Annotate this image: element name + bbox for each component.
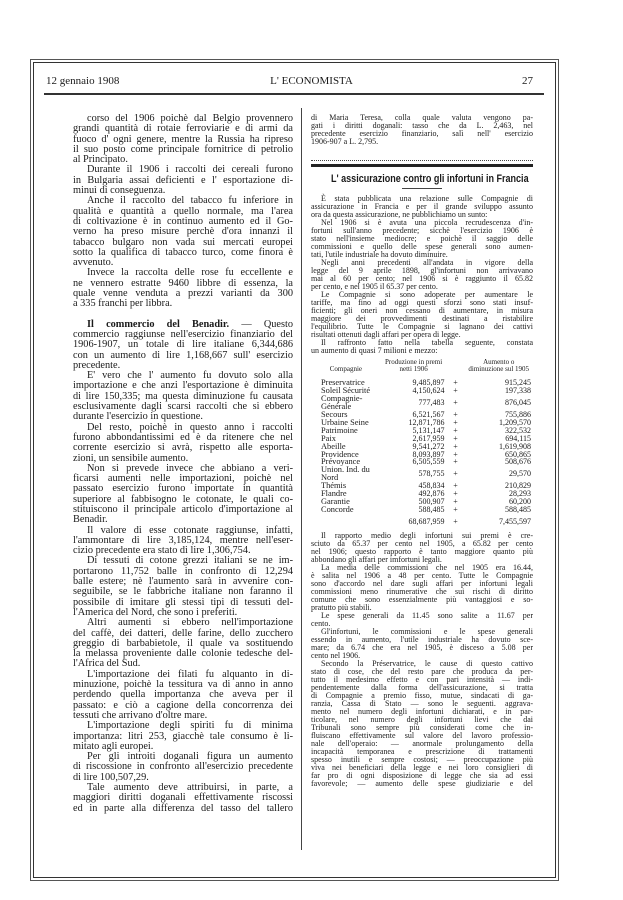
text-line: portarono 11,752 balle in confronto di 12,294 — [73, 565, 293, 577]
production-value: 2,617,959 — [412, 433, 445, 443]
right-column — [311, 114, 533, 788]
text-line: minuzione, poichè la tessitura va di anno in anno — [73, 679, 293, 691]
production-value: 12,871,786 — [408, 417, 445, 427]
text-line: Secondo la Préservatrice, le cause di questo cattivo — [321, 658, 533, 668]
text-line: cento nel 1906. — [311, 650, 361, 660]
text-line: Le spese generali da 11.45 sono salite a 11.67 per — [321, 610, 533, 620]
total-change: 7,455,597 — [499, 516, 531, 526]
text-line: precedente esercizio finanziario, salì nell' esercizio — [311, 129, 533, 138]
sign: + — [453, 449, 458, 459]
sign: + — [453, 441, 458, 451]
text-line: in Bulgaria assai deficienti e l' esportazione di- — [73, 174, 293, 186]
text-line: Il valore di esse cotonate raggiunse, infatti, — [87, 524, 293, 536]
text-line: tessuti che arrivano d'oltre mare. — [73, 709, 208, 721]
paragraph — [311, 564, 533, 612]
change-value: 1,209,570 — [499, 417, 531, 427]
text-line: Durante il 1906 i raccolti dei cereali furono — [87, 164, 293, 176]
change-value: 28,293 — [509, 489, 531, 499]
text-line: corso del 1906 poichè dal Belgio provennero — [87, 113, 293, 124]
text-line: corrente esercizio si avrà, rispetto alle esporta- — [73, 442, 293, 454]
text-line: mare; da 6.74 che era nel 1905, è disceso a 5.08 per — [311, 642, 533, 652]
text-line: qualità e quantità a quello normale, ma l'area — [73, 205, 293, 217]
text-line: di coltivazione è in continuo aumento ed il Go- — [73, 215, 293, 227]
text-line: tabacco bulgaro non vada sui mercati europei — [73, 236, 293, 248]
text-line: zioni, un sensibile aumento. — [73, 452, 189, 464]
company-name: Providence — [321, 449, 359, 459]
text-line: l'Africa del Sud. — [73, 658, 141, 670]
production-value: 9,541,272 — [412, 441, 445, 451]
text-line: far pro di ogni disposizione di legge che sia ad essi — [311, 770, 533, 780]
sign: + — [453, 378, 458, 388]
change-value: 755,886 — [505, 410, 531, 420]
text-line: essendo in aumento, l'utile industriale ha dovuto sce- — [311, 634, 533, 644]
text-line: ficienti; gli oneri non cessano di aumentare, in misura — [311, 305, 533, 315]
sign: + — [453, 425, 458, 435]
text-line: Anche il raccolto del tabacco fu inferiore in — [87, 195, 293, 207]
text-line: maggiori diritti doganali effettivamente riscossi — [73, 792, 293, 804]
text-line: cizio precedente era stato di lire 1,306,754. — [73, 545, 251, 557]
sign: + — [453, 469, 458, 479]
change-value: 60,200 — [509, 497, 531, 506]
text-line: Tribunali sono sempre più considerati come che in- — [311, 722, 533, 732]
paragraph — [73, 526, 293, 557]
production-value: 458,834 — [418, 481, 445, 491]
page-number: 27 — [522, 75, 533, 87]
right-top-text — [311, 114, 533, 146]
article-separator — [311, 160, 533, 167]
text-line: Invece la raccolta delle rose fu eccellente e — [87, 267, 293, 279]
text-line: comune che sono essenzialmente più vantaggiosi e so- — [311, 594, 533, 604]
paragraph — [73, 464, 293, 526]
sign: + — [453, 481, 458, 491]
text-line: furono abbondantissimi ed è da ritenere che nel — [73, 431, 293, 443]
paragraph — [73, 423, 293, 464]
text-line: minuì di conseguenza. — [73, 185, 166, 197]
insurance-table — [311, 359, 533, 526]
text-line: viva nei beneficiari della legge e nei loro consiglieri di — [311, 762, 533, 772]
text-line: Negli anni precedenti all'andata in vigore della — [321, 257, 533, 267]
text-line: ne vennero estratte 9460 libbre di essenza, la — [73, 277, 293, 289]
text-line: l'equilibrio. Tutte le Compagnie si lagnano dei cattivi — [311, 321, 533, 331]
text-line: commercio raggiunse nell'esercizio finanziario del — [73, 328, 293, 340]
company-name: Preservatrice — [321, 378, 365, 388]
header-rule — [44, 93, 544, 95]
paragraph — [73, 320, 293, 371]
change-value: 197,338 — [505, 386, 531, 396]
company-name: Union. Ind. du Nord — [321, 465, 370, 483]
text-line: di lire 150,335; ma questa diminuzione fu causata — [73, 390, 293, 402]
text-line: sono d'accordo nel dare sugli affari per infortuni legali — [311, 578, 533, 588]
text-line: ticolare, nel numero degli infortuni lievi che dai — [311, 714, 533, 724]
paragraph — [73, 670, 293, 721]
text-line: 1906-907 a L. 2,795. — [311, 137, 379, 146]
journal-title: L' ECONOMISTA — [270, 75, 353, 87]
text-line: di lire 100,507,29. — [73, 771, 149, 783]
change-value: 915,245 — [505, 378, 531, 388]
company-name: Secours — [321, 410, 348, 420]
article-title: L' assicurazione contro gli infortuni in Francia — [330, 173, 529, 185]
text-line: 1906-1907, un totale di lire italiane 6,344,686 — [73, 339, 293, 351]
text-line: spesso inutili e sempre costosi; — preoccupazione più — [311, 754, 533, 764]
text-line: Altri aumenti si ebbero nell'importazione — [87, 617, 293, 629]
production-value: 5,131,147 — [412, 425, 445, 435]
col-header-change: Aumento o diminuzione sul 1905 — [468, 357, 530, 373]
text-line: greggio di barbabietole, il quale va sostituendo — [73, 637, 293, 649]
change-value: 508,676 — [505, 457, 531, 467]
text-line: l'America del Nord, che sono i preferiti. — [73, 606, 238, 618]
text-line: abbondano gli affari per imfortuni legali. — [311, 554, 442, 564]
text-line: Di tessuti di cotone grezzi italiani se ne im- — [87, 555, 293, 567]
text-line: Tale aumento deve attribuirsi, in parte, a — [87, 782, 293, 793]
table-row — [311, 506, 533, 514]
paragraph — [73, 618, 293, 669]
text-line: pratutto più stabili. — [311, 602, 372, 612]
paragraph — [311, 195, 533, 219]
sign: + — [453, 433, 458, 443]
text-line: cento. — [311, 618, 331, 628]
paragraph — [73, 721, 293, 752]
text-line: verno ha preso misure perchè d'ora innanzi il — [73, 226, 293, 238]
text-line: nale dell'operaio: — anormale prolungamento della — [311, 738, 533, 748]
text-line: Il raffronto fatto nella tabella seguente, constata — [321, 337, 533, 347]
text-line: fuoco d' ogni genere, mentre la Russia ha ripreso — [73, 133, 293, 145]
text-line: passato: e ciò a cagione della concorrenza dei — [73, 699, 293, 711]
change-value: 588,485 — [505, 504, 531, 514]
table-total-row — [311, 514, 533, 526]
company-name: Compagnie-Générale — [321, 394, 363, 412]
text-line: sciuto da 65.37 per cento nel 1905, a 65.82 per cento — [311, 538, 533, 548]
paragraph — [311, 660, 533, 788]
text-line: E' vero che l' aumento fu dovuto solo alla — [87, 370, 293, 382]
text-line: risultati ottenuti dagli affari per opera di legge. — [311, 329, 461, 339]
text-line: ficarsi aumenti nelle importazioni, poichè nel — [73, 473, 293, 485]
production-value: 588,485 — [418, 504, 445, 514]
text-line: Non si prevede invece che abbiano a veri- — [87, 462, 293, 474]
text-line: nel 1906; questo rapporto è tanto maggiore quanto più — [311, 546, 533, 556]
text-line: seguibile, se le fabbriche italiane non faranno il — [73, 586, 293, 598]
text-line: È stata pubblicata una relazione sulle Compagnie di — [321, 193, 533, 203]
sign: + — [453, 410, 458, 420]
text-line: assicurazione in Francia e per il grande sviluppo assunto — [311, 201, 533, 211]
company-name: Flandre — [321, 489, 347, 499]
text-line: mento nel numero degli infortuni dichiarati, e in par- — [311, 706, 533, 716]
paragraph — [311, 114, 533, 146]
company-name: Paix — [321, 433, 336, 443]
text-line: di Compagnie a premio fisso, mutue, sindacati di ga- — [311, 690, 533, 700]
text-line: Del resto, poichè in questo anno i raccolti — [87, 421, 293, 433]
text-line: durante l'esercizio in questione. — [73, 411, 203, 423]
sign: + — [453, 489, 458, 499]
text-line: grandi quantità di rotaie ferroviarie e di armi da — [73, 123, 293, 135]
production-value: 6,521,567 — [412, 410, 445, 420]
text-line: L'importazione dei filati fu alquanto in di- — [87, 668, 293, 680]
text-line: tutto il medesimo effetto e con pari intensità — indi- — [311, 674, 533, 684]
sign: + — [453, 457, 458, 467]
text-line: Benadir. — [73, 514, 108, 526]
text-line: ora da questa assicurazione, ne pubblichiamo un sunto: — [311, 209, 488, 219]
paragraph — [311, 291, 533, 339]
text-line: La media delle commissioni che nel 1905 era 16.44, — [321, 562, 533, 572]
text-line: possibile di imitare gli stessi tipi di tessuti del- — [73, 596, 293, 608]
text-line: un aumento di quasi 7 milioni e mezzo: — [311, 345, 438, 355]
paragraph — [73, 752, 293, 783]
company-name: Urbaine Seine — [321, 417, 369, 427]
production-value: 492,876 — [418, 489, 445, 499]
production-value: 578,755 — [418, 469, 445, 479]
text-line: al Principato. — [73, 154, 128, 166]
text-line: superiore al fabbisogno le cotonate, le quali co- — [73, 493, 293, 505]
sign: + — [453, 417, 458, 427]
text-line: con un aumento di lire 1,168,667 sull' esercizio — [73, 349, 293, 361]
article-intro — [311, 195, 533, 355]
sign: + — [453, 504, 458, 514]
text-line: gati i diritti doganali: tasso che da L. 2,463, nel — [311, 121, 533, 130]
paragraph — [73, 556, 293, 618]
text-line: favorevole; — aumento delle spese giudiziarie e del — [311, 778, 533, 788]
production-value: 500,907 — [418, 497, 445, 506]
text-line: tati, l'utile industriale ha dovuto diminuire. — [311, 249, 448, 259]
paragraph — [73, 371, 293, 422]
text-line: importanza: litri 253, giacchè tale consumo è li- — [73, 730, 293, 742]
company-name: Soleil Sécurité — [321, 386, 371, 396]
company-name: Garantie — [321, 497, 350, 506]
col-header-production: Produzione in premi netti 1906 — [385, 357, 443, 373]
text-line: commissioni e quello delle spese generali sono aumen- — [311, 241, 533, 251]
company-name: Thémis — [321, 481, 347, 491]
change-value: 694,115 — [505, 433, 531, 443]
total-label — [311, 514, 381, 526]
column-divider — [301, 108, 302, 850]
table-row — [311, 395, 533, 411]
change-value: 650,865 — [505, 449, 531, 459]
text-line: maggiore dei provvedimenti destinati a ristabilire — [311, 313, 533, 323]
text-line: sotto la qualifica di tabacco turco, come finora è — [73, 246, 293, 258]
change-value: 1,619,908 — [499, 441, 531, 451]
col-header-company: Compagnie — [329, 365, 363, 373]
text-line: mitato agli europei. — [73, 740, 154, 752]
left-column — [73, 114, 293, 814]
sign: + — [453, 398, 458, 408]
text-line: stituiscono il principale articolo d'importazione al — [73, 503, 293, 515]
change-value: 322,532 — [505, 425, 531, 435]
text-line: fortuni sull'anno precedente; sicchè l'esercizio 1906 è — [311, 225, 533, 235]
production-value: 4,150,624 — [412, 386, 445, 396]
change-value: 876,045 — [505, 398, 531, 408]
text-line: avvenuto. — [73, 257, 114, 269]
text-line: commissioni meno rinumerative che sui rischi di diritto — [311, 586, 533, 596]
text-line: incapacità temporanea e prescrizione di trattamenti — [311, 746, 533, 756]
text-line: di riscossione in confronto all'esercizio precedente — [73, 761, 293, 773]
production-value: 777,483 — [418, 398, 445, 408]
text-line: pendentemente dalla forma dell'assicurazione, si tratta — [311, 682, 533, 692]
company-name: Abeille — [321, 441, 346, 451]
sign: + — [453, 386, 458, 396]
title-rule — [402, 188, 442, 189]
paragraph — [73, 268, 293, 309]
text-line: fluiscano effettivamente sul valore del lavoro professio- — [311, 730, 533, 740]
change-value: 29,570 — [509, 469, 531, 479]
text-line: di Maria Teresa, colla quale valuta vengono pa- — [311, 113, 533, 122]
text-line: per cento, e nel 1905 il 65.37 per cento. — [311, 281, 438, 291]
production-value: 8,093,897 — [412, 449, 445, 459]
change-value: 210,829 — [505, 481, 531, 491]
table-row — [311, 466, 533, 482]
text-line: perdendo quella importanza che aveva per il — [73, 689, 293, 701]
text-line: passato esercizio furono importate in quantità — [73, 483, 293, 495]
company-name: Prévoyance — [321, 457, 361, 467]
production-value: 6,505,559 — [412, 457, 445, 467]
paragraph — [73, 196, 293, 268]
company-name: Concorde — [321, 504, 354, 514]
article-body — [311, 532, 533, 788]
text-line: del caffè, dei datteri, delle farine, dello zucchero — [73, 627, 293, 639]
total-production: 68,687,959 — [408, 516, 445, 526]
paragraph — [311, 628, 533, 660]
text-line: a 335 franchi per libbra. — [73, 298, 173, 310]
text-line: Per gli introiti doganali figura un aumento — [87, 751, 293, 763]
text-line: ranzia, Cassa di Stato — sono le seguenti. aggrava- — [311, 698, 533, 708]
sign: + — [453, 497, 458, 506]
text-line: L'importazione degli spiriti fu di minima — [87, 720, 293, 732]
sign: + — [453, 516, 458, 526]
section-heading: Il commercio del Benadir. — [87, 318, 230, 330]
text-line: stato nell'insieme mediocre; e poichè il saggio delle — [311, 233, 533, 243]
text-line: è salita nel 1906 a 48 per cento. Tutte le Compagnie — [311, 570, 533, 580]
text-line: balle estere; nè l'aumento sarà in avvenire con- — [73, 576, 293, 588]
paragraph — [311, 219, 533, 259]
text-fragment: — Questo — [229, 318, 293, 330]
paragraph — [311, 339, 533, 355]
text-line: mai al 60 per cento; nel 1906 si è raggiunto il 65.82 — [311, 273, 533, 283]
text-line: Le Compagnie si sono adoperate per aumentare le — [321, 289, 533, 299]
paragraph — [73, 165, 293, 196]
text-line: legge del 9 aprile 1898, gl'infortuni non arrivavano — [311, 265, 533, 275]
text-line: esclusivamente dagli scarsi raccolti che si ebbero — [73, 401, 293, 413]
text-line: Il rapporto medio degli infortuni sui premi è cre- — [321, 530, 533, 540]
company-name: Patrimoine — [321, 425, 358, 435]
text-line: l'ammontare di lire 3,185,124, mentre nell'eser- — [73, 534, 293, 546]
text-line: Nel 1906 si è avuta una piccola recrudescenza d'in- — [321, 217, 533, 227]
production-value: 9,485,897 — [412, 378, 445, 388]
text-line: quale venne venduta a prezzi varianti da 300 — [73, 288, 293, 300]
text-line: il suo posto come principale fornitrice di petrolio — [73, 143, 293, 155]
paragraph — [73, 114, 293, 165]
text-line: stato di cose, che del resto pare che produca da per- — [311, 666, 533, 676]
paragraph — [311, 259, 533, 291]
text-line: ed in parte alla differenza del tasso del tallero — [73, 802, 293, 814]
paragraph — [311, 612, 533, 628]
text-line: la melassa proveniente dalle colonie tedesche del- — [73, 648, 293, 660]
paragraph — [73, 783, 293, 814]
header-date: 12 gennaio 1908 — [46, 75, 120, 87]
paragraph — [311, 532, 533, 564]
text-line: importazione e che anzi l'esportazione è diminuita — [73, 380, 293, 392]
text-line: Gl'infortuni, le commissioni e le spese generali — [321, 626, 533, 636]
text-line: tariffe, ma fino ad oggi questi sforzi sono stati insuf- — [311, 297, 533, 307]
text-line: precedente. — [73, 359, 121, 371]
